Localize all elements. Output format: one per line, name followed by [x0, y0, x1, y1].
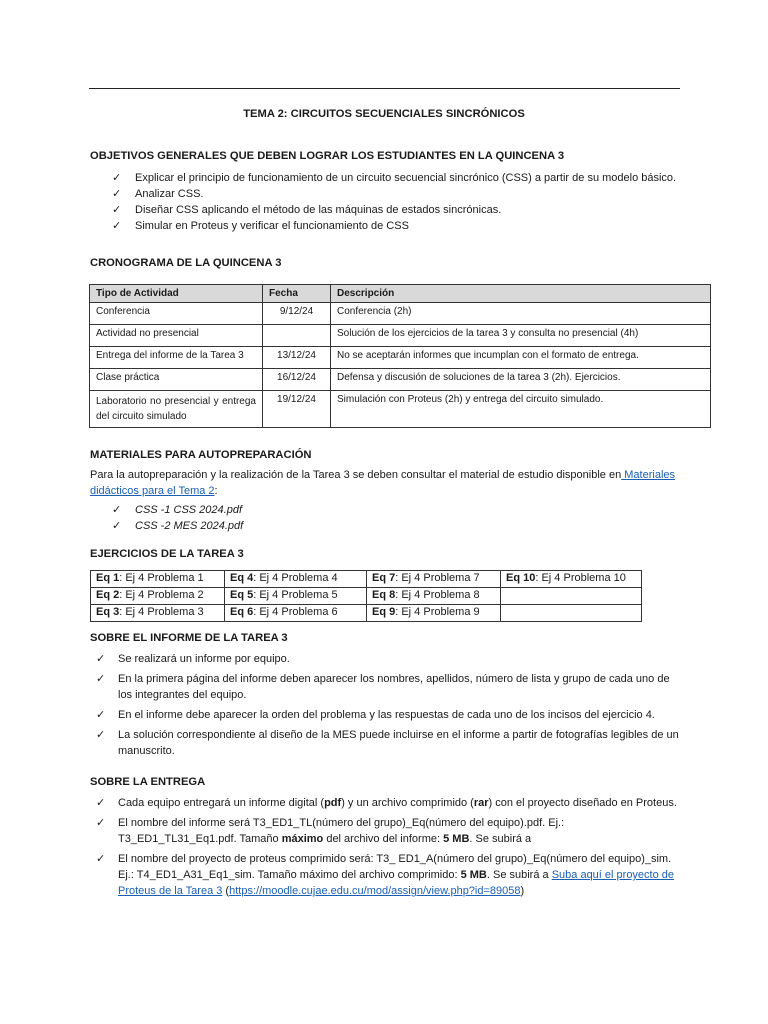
schedule-table — [89, 284, 711, 428]
list-item: ✓ Diseñar CSS aplicando el método de las máquinas de estados sincrónicas. — [112, 203, 502, 216]
table-cell: 13/12/24 — [263, 347, 331, 369]
materials-intro: Para la autopreparación y la realización de la Tarea 3 se deben consultar el material de estudio disponible en Materiales didácticos para el Tema 2: — [90, 469, 675, 497]
list-item: ✓ La solución correspondiente al diseño de la MES puede incluirse en el informe a partir de fotografías legibles de un manuscrito. — [96, 728, 679, 757]
table-cell — [263, 325, 331, 347]
schedule-heading: CRONOGRAMA DE LA QUINCENA 3 — [90, 257, 282, 269]
report-list — [96, 651, 680, 763]
check-icon: ✓ — [96, 852, 106, 865]
list-item: ✓ Analizar CSS. — [112, 187, 204, 200]
report-heading: SOBRE EL INFORME DE LA TAREA 3 — [90, 632, 288, 644]
check-icon: ✓ — [112, 519, 122, 532]
list-item: ✓ CSS -1 CSS 2024.pdf — [112, 503, 243, 516]
list-item: ✓ En la primera página del informe deben aparecer los nombres, apellidos, número de lista y grupo de cada uno de los integrantes del equipo. — [96, 672, 670, 701]
table-row — [90, 347, 711, 369]
table-cell: Actividad no presencial — [90, 325, 263, 347]
table-cell: Eq 9: Ej 4 Problema 9 — [367, 605, 501, 622]
table-cell: Eq 7: Ej 4 Problema 7 — [367, 571, 501, 588]
table-row — [90, 303, 711, 325]
list-item: ✓ Cada equipo entregará un informe digital (pdf) y un archivo comprimido (rar) con el proyecto diseñado en Proteus. — [96, 796, 677, 809]
table-cell: Eq 5: Ej 4 Problema 5 — [225, 588, 367, 605]
check-icon: ✓ — [112, 171, 122, 184]
delivery-heading: SOBRE LA ENTREGA — [90, 776, 206, 788]
table-cell: Eq 8: Ej 4 Problema 8 — [367, 588, 501, 605]
table-cell: No se aceptarán informes que incumplan con el formato de entrega. — [331, 347, 711, 369]
delivery-list — [96, 795, 680, 903]
check-icon: ✓ — [112, 219, 122, 232]
column-header: Descripción — [331, 285, 711, 303]
table-row — [90, 391, 711, 428]
table-cell: 19/12/24 — [263, 391, 331, 428]
check-icon: ✓ — [112, 503, 122, 516]
table-cell: Eq 2: Ej 4 Problema 2 — [91, 588, 225, 605]
list-item: ✓ CSS -2 MES 2024.pdf — [112, 519, 244, 532]
table-cell: Conferencia (2h) — [331, 303, 711, 325]
check-icon: ✓ — [112, 187, 122, 200]
objectives-heading: OBJETIVOS GENERALES QUE DEBEN LOGRAR LOS ESTUDIANTES EN LA QUINCENA 3 — [90, 150, 565, 162]
list-item: ✓ Simular en Proteus y verificar el funcionamiento de CSS — [112, 219, 409, 232]
objectives-list — [112, 170, 692, 234]
table-cell — [501, 605, 642, 622]
table-row — [91, 605, 642, 622]
check-icon: ✓ — [96, 796, 106, 809]
table-cell: 9/12/24 — [263, 303, 331, 325]
table-cell: Conferencia — [90, 303, 263, 325]
table-cell: Eq 1: Ej 4 Problema 1 — [91, 571, 225, 588]
table-row — [90, 325, 711, 347]
check-icon: ✓ — [96, 708, 106, 721]
table-cell: Eq 4: Ej 4 Problema 4 — [225, 571, 367, 588]
header-rule — [89, 88, 680, 89]
materials-file-list — [112, 502, 512, 534]
proteus-upload-link[interactable]: Suba aquí el proyecto de Proteus de la Tarea 3 — [118, 869, 675, 897]
table-header-row — [90, 285, 711, 303]
table-cell: Eq 3: Ej 4 Problema 3 — [91, 605, 225, 622]
table-cell: Entrega del informe de la Tarea 3 — [90, 347, 263, 369]
table-row — [91, 571, 642, 588]
table-cell — [501, 588, 642, 605]
table-cell: 16/12/24 — [263, 369, 331, 391]
exercises-table — [90, 570, 642, 622]
materials-link[interactable]: Materiales didácticos para el Tema 2 — [90, 469, 675, 497]
column-header: Fecha — [263, 285, 331, 303]
check-icon: ✓ — [96, 728, 106, 741]
list-item: ✓ Se realizará un informe por equipo. — [96, 652, 290, 665]
table-row — [90, 369, 711, 391]
list-item: ✓ En el informe debe aparecer la orden del problema y las respuestas de cada uno de los incisos del ejercicio 4. — [96, 708, 655, 721]
table-cell: Defensa y discusión de soluciones de la tarea 3 (2h). Ejercicios. — [331, 369, 711, 391]
table-cell: Solución de los ejercicios de la tarea 3 y consulta no presencial (4h) — [331, 325, 711, 347]
check-icon: ✓ — [96, 652, 106, 665]
list-item: ✓ Explicar el principio de funcionamiento de un circuito secuencial sincrónico (CSS) a partir de su modelo básico. — [112, 171, 677, 184]
moodle-url-link[interactable]: https://moodle.cujae.edu.cu/mod/assign/view.php?id=89058 — [229, 885, 521, 897]
check-icon: ✓ — [96, 816, 106, 829]
exercises-heading: EJERCICIOS DE LA TAREA 3 — [90, 548, 244, 560]
list-item: ✓ El nombre del informe será T3_ED1_TL(número del grupo)_Eq(número del equipo).pdf. Ej.: T3_ED1_TL31_Eq1.pdf. Tamaño máximo del archivo del informe: 5 MB. Se subirá a — [96, 816, 565, 845]
list-item: ✓ El nombre del proyecto de proteus comprimido será: T3_ ED1_A(número del grupo)_Eq(número del equipo)_sim. Ej.: T4_ED1_A31_Eq1_sim. Tamaño máximo del archivo comprimido: 5 MB. Se subirá a Suba aquí el proyecto de Proteus de la Tarea 3 (https://moodle.cujae.edu.cu/mod/assign/view.php?id=89058) — [96, 852, 675, 897]
table-cell: Laboratorio no presencial y entrega del circuito simulado — [90, 391, 263, 428]
document-title: TEMA 2: CIRCUITOS SECUENCIALES SINCRÓNICOS — [243, 108, 525, 120]
check-icon: ✓ — [112, 203, 122, 216]
table-cell: Clase práctica — [90, 369, 263, 391]
check-icon: ✓ — [96, 672, 106, 685]
materials-heading: MATERIALES PARA AUTOPREPARACIÓN — [90, 449, 312, 461]
table-cell: Eq 10: Ej 4 Problema 10 — [501, 571, 642, 588]
table-cell: Simulación con Proteus (2h) y entrega del circuito simulado. — [331, 391, 711, 428]
table-cell: Eq 6: Ej 4 Problema 6 — [225, 605, 367, 622]
column-header: Tipo de Actividad — [90, 285, 263, 303]
table-row — [91, 588, 642, 605]
